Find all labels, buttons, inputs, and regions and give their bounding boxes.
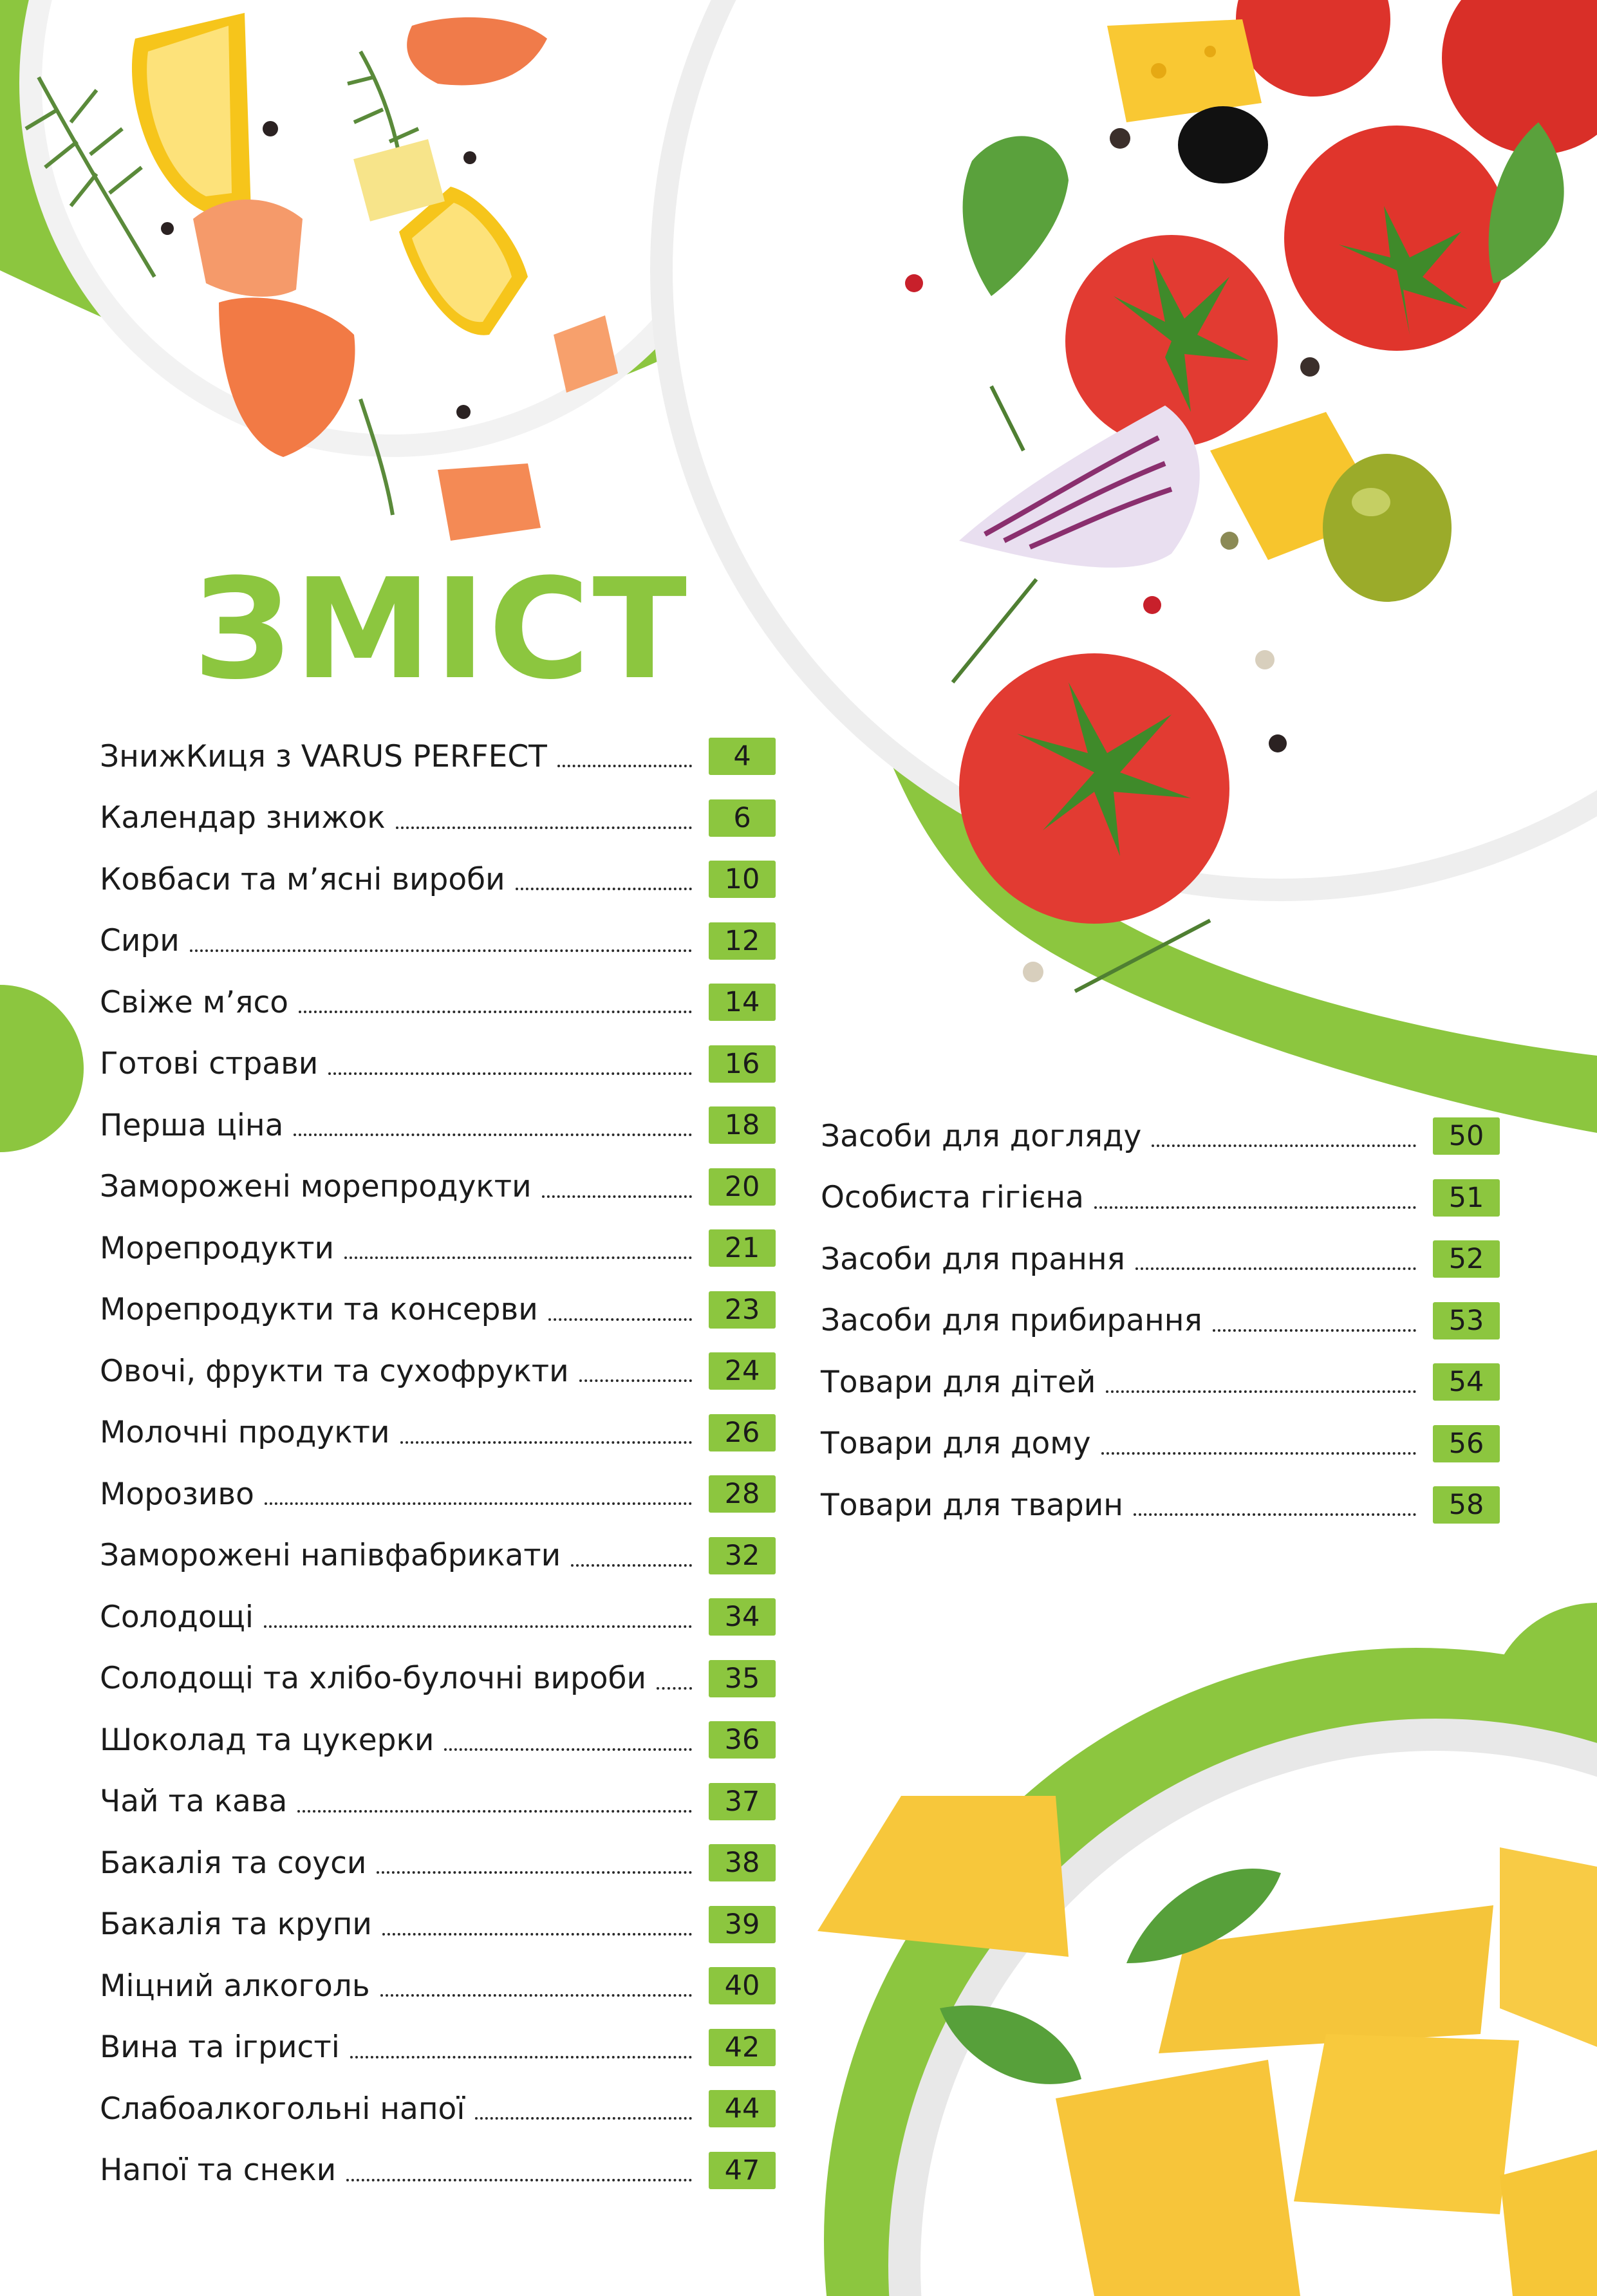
toc-page-number: 26	[709, 1414, 776, 1451]
toc-entry[interactable]	[821, 1114, 1500, 1159]
toc-entry[interactable]	[100, 1410, 776, 1455]
toc-leader-dots	[542, 1195, 692, 1198]
toc-entry-label: Вина та ігристі	[100, 2030, 340, 2065]
toc-leader-dots	[380, 1994, 692, 1997]
toc-entry-label: Слабоалкогольні напої	[100, 2091, 465, 2127]
toc-entry[interactable]	[821, 1237, 1500, 1282]
toc-entry-label: Товари для тварин	[821, 1487, 1124, 1523]
toc-page-number: 37	[709, 1783, 776, 1820]
green-dot-left	[0, 985, 84, 1152]
toc-entry-label: Морепродукти	[100, 1230, 334, 1266]
toc-entry[interactable]	[100, 1164, 776, 1209]
toc-page-number: 32	[709, 1537, 776, 1574]
toc-entry-label: Заморожені напівфабрикати	[100, 1538, 561, 1573]
toc-entry-label: Сири	[100, 923, 180, 958]
toc-leader-dots	[299, 1011, 692, 1013]
toc-entry-label: Бакалія та соуси	[100, 1845, 367, 1881]
toc-entry[interactable]	[100, 1594, 776, 1639]
toc-entry[interactable]	[100, 1041, 776, 1087]
toc-entry-label: Заморожені морепродукти	[100, 1169, 532, 1204]
toc-entry[interactable]	[100, 919, 776, 964]
toc-entry-label: Товари для дому	[821, 1426, 1091, 1461]
toc-page-number: 12	[709, 922, 776, 960]
toc-entry-label: Солодощі	[100, 1599, 254, 1635]
toc-entry-label: Бакалія та крупи	[100, 1907, 372, 1942]
toc-entry[interactable]	[100, 1103, 776, 1148]
toc-leader-dots	[657, 1687, 692, 1690]
toc-leader-dots	[350, 2056, 692, 2058]
toc-page-number: 40	[709, 1967, 776, 2004]
toc-entry-label: Засоби для прання	[821, 1241, 1125, 1277]
toc-leader-dots	[382, 1933, 692, 1936]
toc-entry-label: Ковбаси та м’ясні вироби	[100, 861, 505, 897]
toc-leader-dots	[294, 1134, 692, 1136]
toc-entry-label: Готові страви	[100, 1046, 319, 1081]
toc-page-number: 24	[709, 1352, 776, 1390]
toc-page-number: 10	[709, 861, 776, 898]
toc-leader-dots	[396, 826, 692, 829]
toc-entry[interactable]	[100, 980, 776, 1025]
toc-leader-dots	[1101, 1452, 1416, 1455]
toc-leader-dots	[579, 1379, 692, 1382]
toc-entry[interactable]	[100, 1287, 776, 1332]
toc-leader-dots	[1152, 1144, 1416, 1147]
toc-entry[interactable]	[100, 2148, 776, 2193]
toc-leader-dots	[1106, 1390, 1416, 1393]
toc-entry[interactable]	[821, 1482, 1500, 1527]
toc-entry[interactable]	[100, 1471, 776, 1517]
toc-entry[interactable]	[100, 1533, 776, 1578]
toc-entry-label: Молочні продукти	[100, 1415, 390, 1450]
toc-entry[interactable]	[100, 796, 776, 841]
toc-entry[interactable]	[100, 1779, 776, 1824]
toc-page-number: 39	[709, 1906, 776, 1943]
toc-entry[interactable]	[821, 1298, 1500, 1343]
toc-page-number: 28	[709, 1475, 776, 1513]
toc-leader-dots	[571, 1564, 692, 1567]
toc-entry-label: ЗнижКиця з VARUS PERFECT	[100, 738, 547, 774]
toc-leader-dots	[475, 2117, 692, 2120]
toc-page-number: 38	[709, 1844, 776, 1881]
toc-entry-label: Морозиво	[100, 1476, 254, 1512]
toc-entry-label: Засоби для догляду	[821, 1118, 1142, 1154]
toc-page-number: 20	[709, 1168, 776, 1206]
toc-entry[interactable]	[100, 1840, 776, 1885]
toc-entry[interactable]	[100, 734, 776, 779]
toc-leader-dots	[346, 2179, 692, 2181]
toc-page-number: 35	[709, 1660, 776, 1697]
toc-page-number: 34	[709, 1598, 776, 1636]
toc-entry[interactable]	[100, 1226, 776, 1271]
toc-entry[interactable]	[100, 1656, 776, 1701]
toc-entry[interactable]	[100, 857, 776, 902]
toc-page-number: 54	[1433, 1363, 1500, 1401]
toc-page-number: 14	[709, 984, 776, 1021]
toc-entry-label: Свіже м’ясо	[100, 984, 289, 1020]
toc-page-number: 56	[1433, 1425, 1500, 1462]
toc-page-number: 6	[709, 799, 776, 837]
toc-entry[interactable]	[100, 1902, 776, 1947]
toc-page-number: 51	[1433, 1179, 1500, 1217]
toc-page-number: 44	[709, 2090, 776, 2127]
toc-entry[interactable]	[100, 1717, 776, 1762]
toc-leader-dots	[1134, 1513, 1416, 1516]
toc-entry-label: Міцний алкоголь	[100, 1968, 370, 2004]
toc-page-number: 16	[709, 1045, 776, 1083]
toc-leader-dots	[344, 1256, 692, 1259]
toc-leader-dots	[444, 1748, 692, 1751]
page-title: ЗМІСТ	[193, 548, 690, 710]
toc-leader-dots	[557, 765, 692, 767]
toc-entry[interactable]	[100, 1963, 776, 2008]
toc-entry[interactable]	[100, 2025, 776, 2070]
toc-page-number: 23	[709, 1291, 776, 1329]
toc-leader-dots	[297, 1810, 692, 1813]
toc-page-number: 18	[709, 1106, 776, 1144]
toc-entry-label: Морепродукти та консерви	[100, 1292, 538, 1327]
toc-entry[interactable]	[821, 1175, 1500, 1220]
toc-leader-dots	[265, 1502, 692, 1505]
toc-leader-dots	[264, 1625, 692, 1628]
toc-page-number: 50	[1433, 1117, 1500, 1155]
toc-page-number: 47	[709, 2152, 776, 2189]
toc-leader-dots	[1135, 1267, 1416, 1270]
toc-entry-label: Товари для дітей	[821, 1364, 1096, 1400]
toc-leader-dots	[190, 949, 692, 952]
toc-page-number: 42	[709, 2029, 776, 2066]
toc-page-number: 58	[1433, 1486, 1500, 1524]
toc-leader-dots	[1094, 1206, 1416, 1209]
toc-entry-label: Особиста гігієна	[821, 1180, 1084, 1215]
toc-entry-label: Овочі, фрукти та сухофрукти	[100, 1353, 569, 1389]
toc-entry[interactable]	[821, 1421, 1500, 1466]
toc-entry[interactable]	[100, 1349, 776, 1394]
toc-entry-label: Засоби для прибирання	[821, 1303, 1202, 1338]
toc-entry[interactable]	[100, 2086, 776, 2131]
toc-leader-dots	[516, 888, 692, 890]
toc-leader-dots	[548, 1318, 692, 1321]
toc-page-number: 4	[709, 738, 776, 775]
toc-entry-label: Перша ціна	[100, 1107, 284, 1143]
toc-leader-dots	[1213, 1329, 1416, 1332]
toc-page-number: 52	[1433, 1240, 1500, 1278]
toc-entry-label: Напої та снеки	[100, 2152, 337, 2188]
toc-entry-label: Чай та кава	[100, 1784, 288, 1819]
toc-entry[interactable]	[821, 1359, 1500, 1405]
toc-page-number: 53	[1433, 1302, 1500, 1339]
toc-page-number: 21	[709, 1229, 776, 1267]
toc-leader-dots	[377, 1871, 692, 1874]
toc-leader-dots	[328, 1072, 692, 1075]
toc-entry-label: Календар знижок	[100, 800, 386, 835]
toc-page-number: 36	[709, 1721, 776, 1759]
toc-entry-label: Солодощі та хлібо-булочні вироби	[100, 1661, 647, 1696]
toc-entry-label: Шоколад та цукерки	[100, 1722, 434, 1758]
toc-leader-dots	[400, 1441, 692, 1444]
